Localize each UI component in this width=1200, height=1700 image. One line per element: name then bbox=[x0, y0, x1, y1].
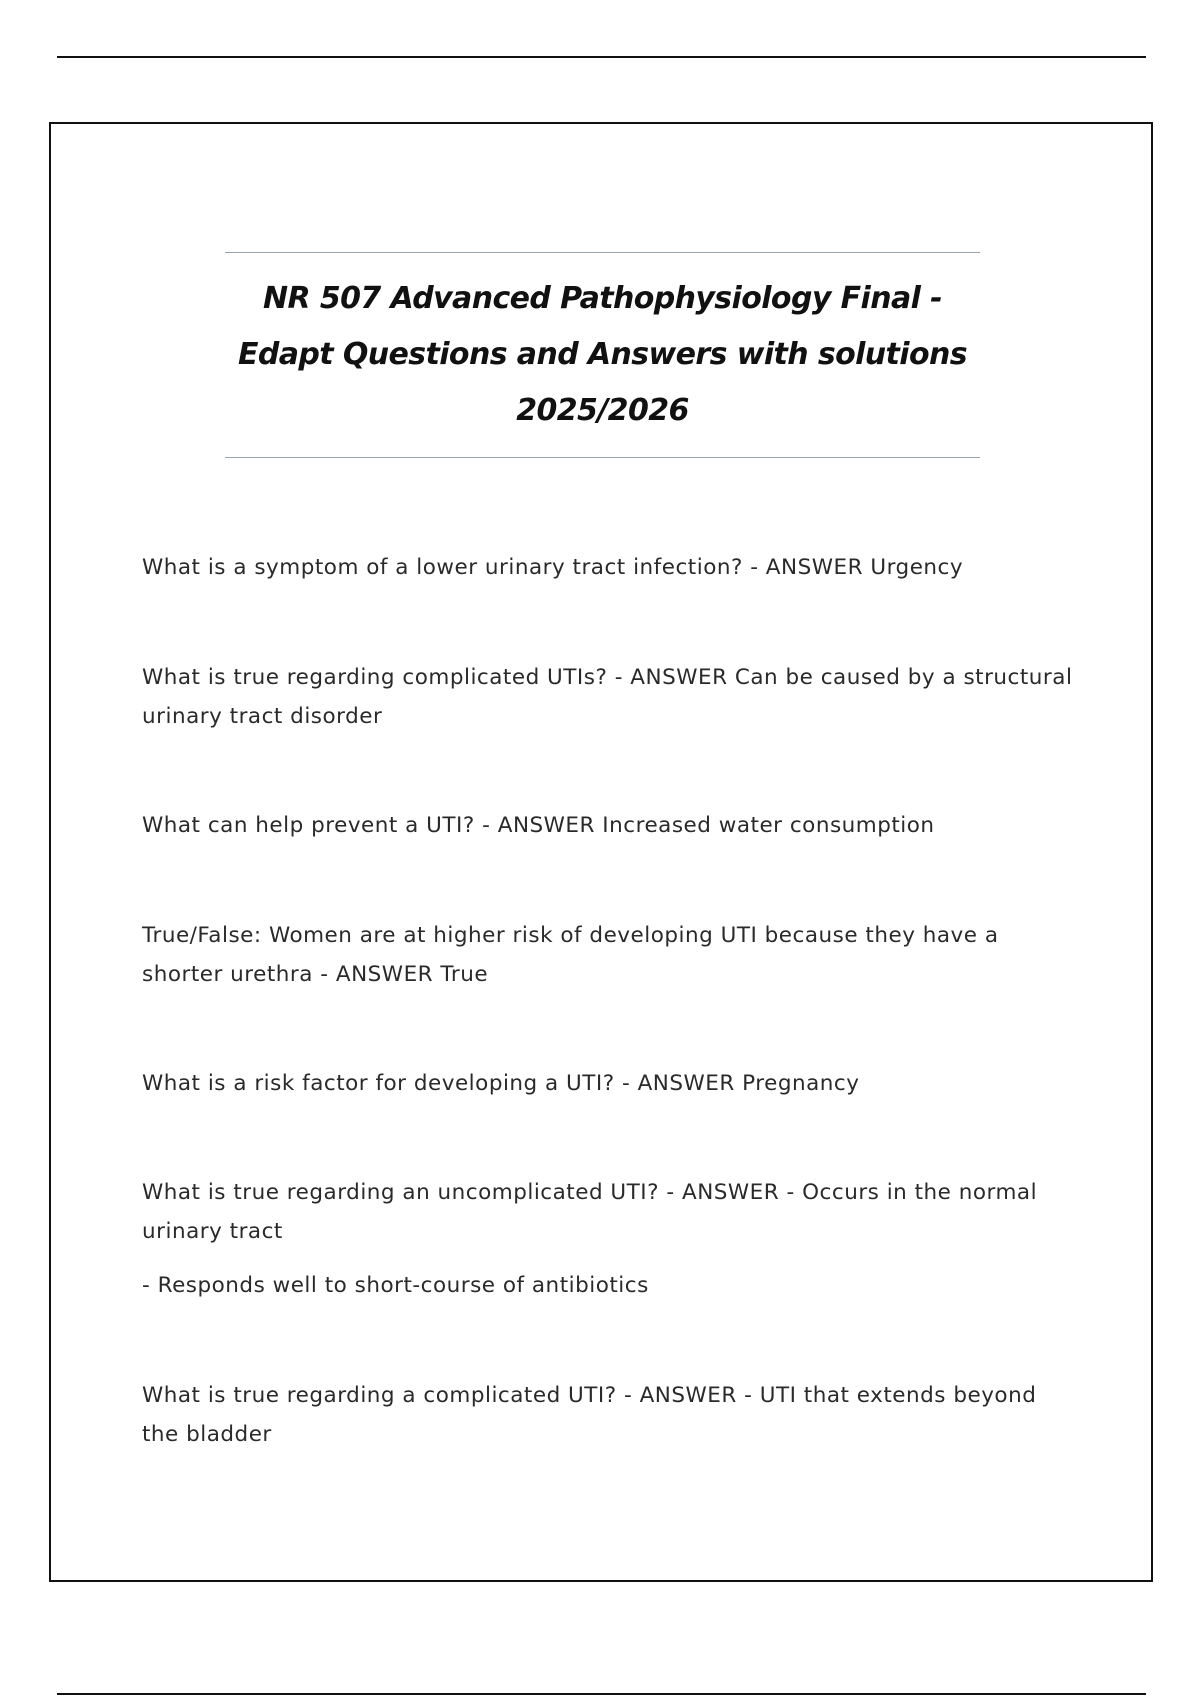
qa-item-7 bbox=[142, 1376, 1077, 1454]
qa-extra-text: - Responds well to short-course of antibiotics bbox=[142, 1273, 649, 1298]
page-top-divider bbox=[57, 56, 1146, 58]
document-title-line-1: NR 507 Advanced Pathophysiology Final - bbox=[263, 281, 942, 316]
qa-text: What is true regarding an uncomplicated UTI? - ANSWER - Occurs in the normal urinary tract bbox=[142, 1180, 1038, 1244]
qa-item-5 bbox=[142, 1064, 1077, 1103]
qa-item-2 bbox=[142, 658, 1077, 736]
page-bottom-divider bbox=[57, 1693, 1146, 1695]
title-bottom-divider bbox=[225, 457, 980, 458]
qa-item-3 bbox=[142, 806, 1077, 845]
qa-text: What is true regarding complicated UTIs? - ANSWER Can be caused by a structural urinary tract disorder bbox=[142, 665, 1073, 729]
title-top-divider bbox=[225, 252, 980, 253]
qa-text: True/False: Women are at higher risk of developing UTI because they have a shorter urethra - ANSWER True bbox=[142, 923, 999, 987]
qa-text: What is a risk factor for developing a UTI? - ANSWER Pregnancy bbox=[142, 1071, 860, 1096]
qa-item-6 bbox=[142, 1173, 1077, 1305]
document-title bbox=[225, 271, 980, 439]
document-title-line-2: Edapt Questions and Answers with solutions bbox=[237, 337, 968, 372]
qa-item-1 bbox=[142, 548, 1077, 587]
document-title-line-3: 2025/2026 bbox=[516, 393, 689, 428]
qa-text: What can help prevent a UTI? - ANSWER Increased water consumption bbox=[142, 813, 935, 838]
qa-item-4 bbox=[142, 916, 1077, 994]
qa-text: What is a symptom of a lower urinary tract infection? - ANSWER Urgency bbox=[142, 555, 964, 580]
qa-text: What is true regarding a complicated UTI? - ANSWER - UTI that extends beyond the bladder bbox=[142, 1383, 1037, 1447]
